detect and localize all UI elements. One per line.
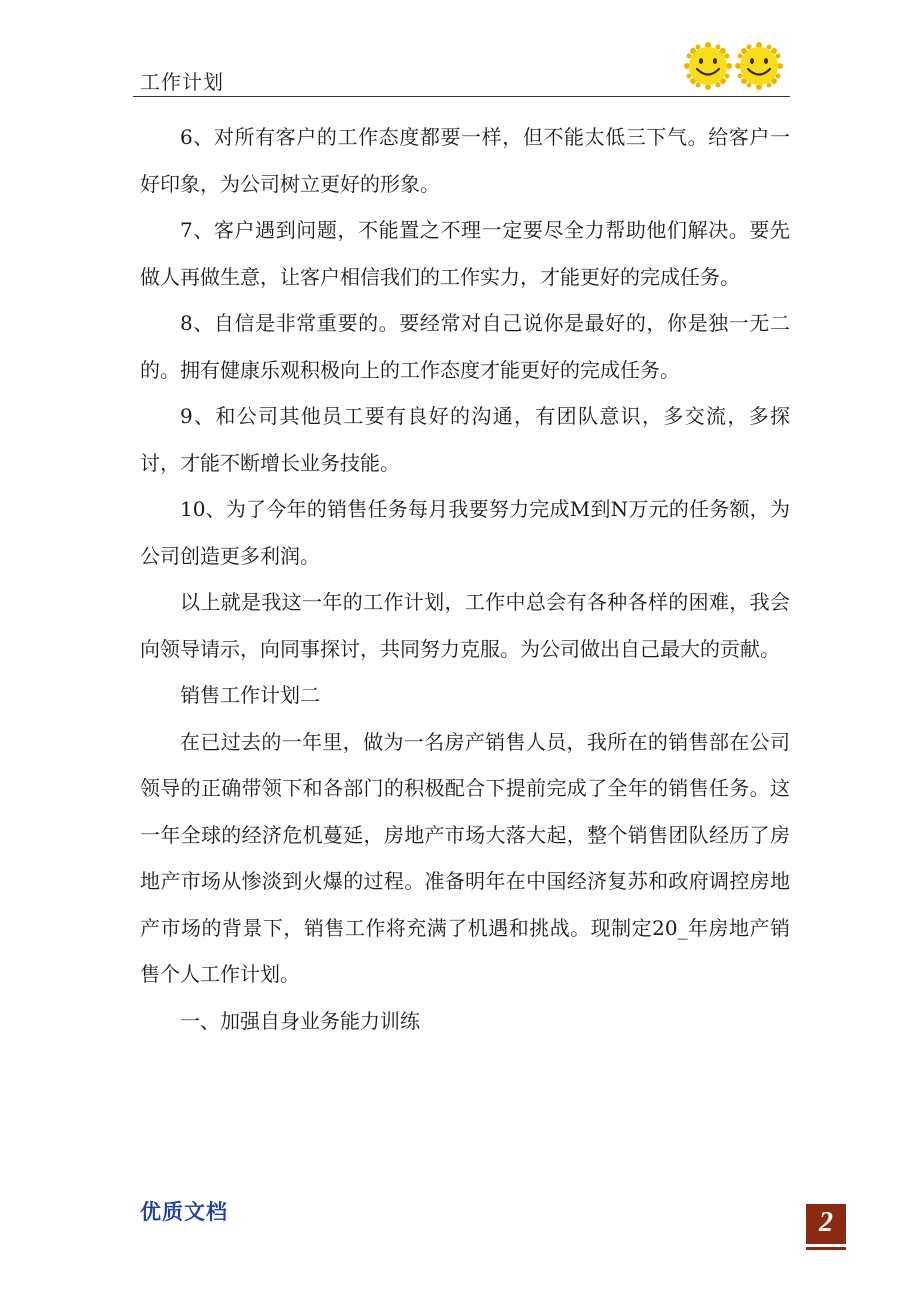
paragraph: 7、客户遇到问题，不能置之不理一定要尽全力帮助他们解决。要先做人再做生意，让客户相信我们的工作实力，才能更好的完成任务。 <box>140 218 790 289</box>
paragraph: 在已过去的一年里，做为一名房产销售人员，我所在的销售部在公司领导的正确带领下和各部门的积极配合下提前完成了全年的销售任务。这一年全球的经济危机蔓延，房地产市场大落大起，整个销售团队经历了房地产市场从惨淡到火爆的过程。准备明年在中国经济复苏和政府调控房地产市场的背景下，销售工作将充满了机遇和挑战。现制定20_年房地产销售个人工作计划。 <box>140 729 790 986</box>
page-header <box>0 0 920 100</box>
paragraph: 以上就是我这一年的工作计划，工作中总会有各种各样的困难，我会向领导请示，向同事探讨，共同努力克服。为公司做出自己最大的贡献。 <box>140 590 790 661</box>
page-number-underline <box>806 1247 846 1250</box>
page-number-badge: 2 <box>806 1204 846 1244</box>
smiley-face-icon <box>684 42 732 90</box>
header-divider <box>133 96 790 97</box>
paragraph: 8、自信是非常重要的。要经常对自己说你是最好的，你是独一无二的。拥有健康乐观积极向上的工作态度才能更好的完成任务。 <box>140 311 790 382</box>
smiley-face-icon <box>735 42 783 90</box>
paragraph: 9、和公司其他员工要有良好的沟通，有团队意识，多交流，多探讨，才能不断增长业务技能。 <box>140 404 790 475</box>
header-title: 工作计划 <box>140 70 224 94</box>
section-heading: 一、加强自身业务能力训练 <box>180 1008 420 1033</box>
paragraph: 6、对所有客户的工作态度都要一样，但不能太低三下气。给客户一好印象，为公司树立更好的形象。 <box>140 125 790 196</box>
document-body <box>140 114 790 1044</box>
section-heading: 销售工作计划二 <box>180 683 320 707</box>
footer-label: 优质文档 <box>140 1199 228 1224</box>
paragraph: 10、为了今年的销售任务每月我要努力完成M到N万元的任务额，为公司创造更多利润。 <box>140 497 790 568</box>
